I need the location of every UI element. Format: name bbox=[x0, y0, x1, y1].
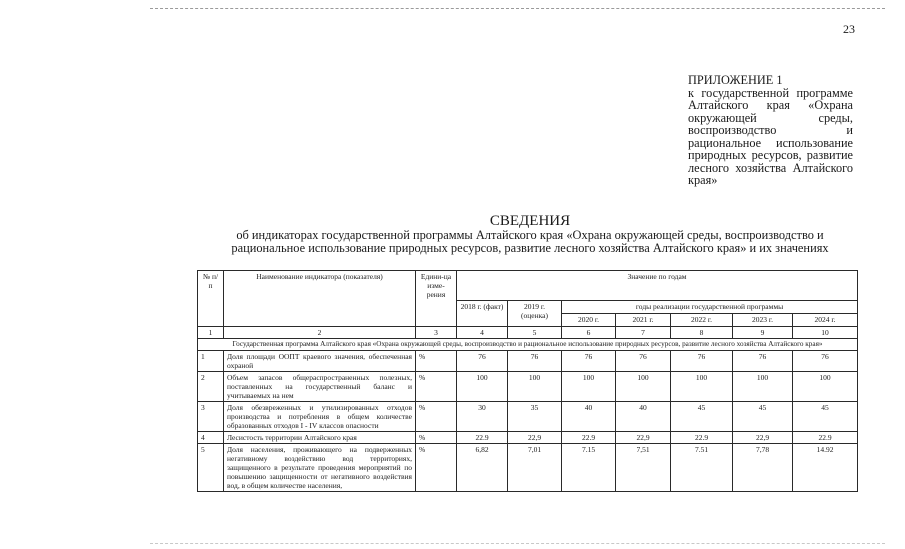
value-2019: 100 bbox=[508, 372, 562, 402]
column-number: 5 bbox=[508, 327, 562, 339]
header-2022: 2022 г. bbox=[671, 314, 733, 327]
header-2018: 2018 г. (факт) bbox=[457, 301, 508, 327]
value-2020: 7.15 bbox=[562, 444, 616, 492]
table-row bbox=[198, 432, 858, 444]
row-num: 1 bbox=[198, 351, 224, 372]
table-row bbox=[198, 444, 858, 492]
value-2020: 76 bbox=[562, 351, 616, 372]
row-num: 5 bbox=[198, 444, 224, 492]
header-2024: 2024 г. bbox=[793, 314, 858, 327]
value-2022: 7.51 bbox=[671, 444, 733, 492]
header-num: № п/п bbox=[198, 271, 224, 327]
value-2019: 7,01 bbox=[508, 444, 562, 492]
row-num: 4 bbox=[198, 432, 224, 444]
value-2024: 100 bbox=[793, 372, 858, 402]
program-name: Государственная программа Алтайского края «Охрана окружающей среды, воспроизводство и рациональное использование природных ресурсов, развитие лесного хозяйства Алтайского края» bbox=[198, 339, 858, 351]
row-num: 3 bbox=[198, 402, 224, 432]
appendix-text: к государственной программе Алтайского края «Охрана окружающей среды, воспроизводство и рациональное использование природных ресурсов, развитие лесного хозяйства Алтайского края» bbox=[688, 85, 853, 187]
appendix-title: ПРИЛОЖЕНИЕ 1 bbox=[688, 73, 783, 87]
value-2021: 7,51 bbox=[616, 444, 671, 492]
value-2023: 76 bbox=[733, 351, 793, 372]
row-num: 2 bbox=[198, 372, 224, 402]
document-heading: СВЕДЕНИЯ bbox=[489, 213, 571, 229]
value-2023: 7,78 bbox=[733, 444, 793, 492]
value-2019: 35 bbox=[508, 402, 562, 432]
value-2021: 40 bbox=[616, 402, 671, 432]
header-program-years: годы реализации государственной программы bbox=[562, 301, 858, 314]
value-2023: 45 bbox=[733, 402, 793, 432]
header-2023: 2023 г. bbox=[733, 314, 793, 327]
document-title bbox=[200, 214, 860, 255]
value-2024: 45 bbox=[793, 402, 858, 432]
value-2024: 22.9 bbox=[793, 432, 858, 444]
value-2019: 76 bbox=[508, 351, 562, 372]
value-2019: 22,9 bbox=[508, 432, 562, 444]
value-2021: 100 bbox=[616, 372, 671, 402]
value-2020: 22.9 bbox=[562, 432, 616, 444]
header-name: Наименование индикатора (показателя) bbox=[224, 271, 416, 327]
indicator-unit: % bbox=[416, 402, 457, 432]
value-2022: 45 bbox=[671, 402, 733, 432]
column-number: 8 bbox=[671, 327, 733, 339]
value-2018: 100 bbox=[457, 372, 508, 402]
document-subtitle-line-1: об индикаторах государственной программы Алтайского края «Охрана окружающей среды, воспроизводство и bbox=[236, 228, 824, 242]
table-row bbox=[198, 351, 858, 372]
indicator-name: Лесистость территории Алтайского края bbox=[224, 432, 416, 444]
value-2020: 100 bbox=[562, 372, 616, 402]
header-2020: 2020 г. bbox=[562, 314, 616, 327]
indicator-unit: % bbox=[416, 372, 457, 402]
indicator-name: Доля площади ООПТ краевого значения, обеспеченная охраной bbox=[224, 351, 416, 372]
value-2022: 100 bbox=[671, 372, 733, 402]
indicator-unit: % bbox=[416, 432, 457, 444]
value-2023: 22,9 bbox=[733, 432, 793, 444]
indicator-unit: % bbox=[416, 444, 457, 492]
indicator-unit: % bbox=[416, 351, 457, 372]
column-number: 1 bbox=[198, 327, 224, 339]
value-2024: 76 bbox=[793, 351, 858, 372]
column-number: 6 bbox=[562, 327, 616, 339]
value-2023: 100 bbox=[733, 372, 793, 402]
column-number: 2 bbox=[224, 327, 416, 339]
value-2020: 40 bbox=[562, 402, 616, 432]
value-2018: 76 bbox=[457, 351, 508, 372]
column-number: 9 bbox=[733, 327, 793, 339]
value-2022: 22.9 bbox=[671, 432, 733, 444]
value-2018: 22.9 bbox=[457, 432, 508, 444]
value-2024: 14.92 bbox=[793, 444, 858, 492]
table-row bbox=[198, 372, 858, 402]
page-number: 23 bbox=[843, 22, 855, 36]
page-bottom-edge bbox=[150, 543, 885, 544]
header-unit: Едини-ца изме-рения bbox=[416, 271, 457, 327]
column-numbers-row bbox=[198, 327, 858, 339]
header-2021: 2021 г. bbox=[616, 314, 671, 327]
indicator-name: Объем запасов общераспространенных полезных, поставленных на государственный баланс и учитываемых на нем bbox=[224, 372, 416, 402]
column-number: 10 bbox=[793, 327, 858, 339]
program-row bbox=[198, 339, 858, 351]
header-2019: 2019 г. (оценка) bbox=[508, 301, 562, 327]
indicators-table bbox=[197, 270, 858, 492]
indicator-name: Доля населения, проживающего на подверженных негативному воздействию вод территориях, защищенного в результате проведения мероприятий по повышению защищенности от негативного воздействия вод, в общем количестве населения, bbox=[224, 444, 416, 492]
column-number: 4 bbox=[457, 327, 508, 339]
indicator-name: Доля обезвреженных и утилизированных отходов производства и потребления в общем количестве образованных отходов I - IV классов опасности bbox=[224, 402, 416, 432]
page-top-edge bbox=[150, 8, 885, 9]
value-2021: 76 bbox=[616, 351, 671, 372]
value-2022: 76 bbox=[671, 351, 733, 372]
value-2018: 30 bbox=[457, 402, 508, 432]
value-2018: 6,82 bbox=[457, 444, 508, 492]
document-subtitle-line-2: рациональное использование природных ресурсов, развитие лесного хозяйства Алтайского края» и их значениях bbox=[231, 241, 829, 255]
table-row bbox=[198, 402, 858, 432]
value-2021: 22,9 bbox=[616, 432, 671, 444]
header-values-by-year: Значение по годам bbox=[457, 271, 858, 301]
column-number: 7 bbox=[616, 327, 671, 339]
appendix-block bbox=[688, 74, 853, 187]
column-number: 3 bbox=[416, 327, 457, 339]
